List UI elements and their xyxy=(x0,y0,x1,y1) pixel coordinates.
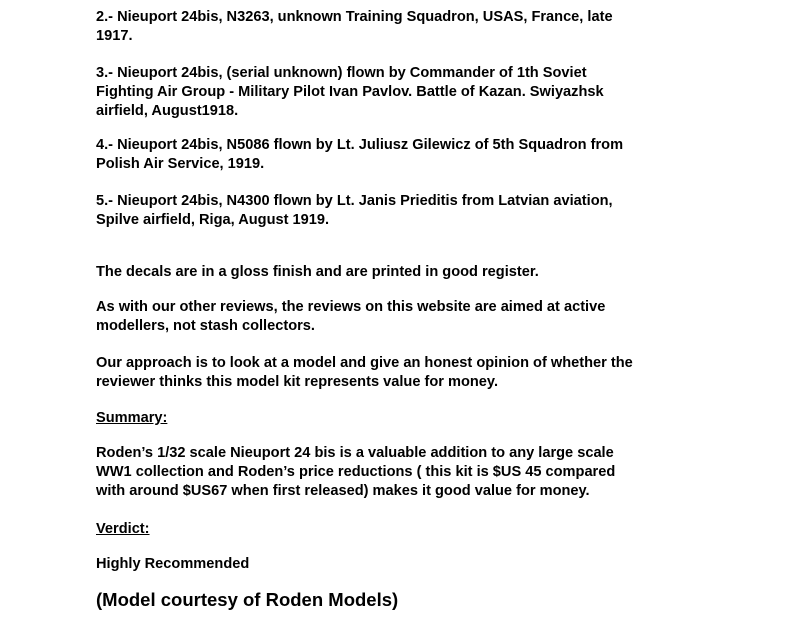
text-line: reviewer thinks this model kit represents value for money. xyxy=(96,374,499,390)
text-line: Polish Air Service, 1919. xyxy=(96,156,265,172)
text-line: Our approach is to look at a model and give an honest opinion of whether the xyxy=(96,355,633,371)
scheme-item-2 xyxy=(96,8,613,46)
verdict-heading: Verdict: xyxy=(96,521,150,537)
text-line: As with our other reviews, the reviews on this website are aimed at active xyxy=(96,299,606,315)
text-line: 5.- Nieuport 24bis, N4300 flown by Lt. Janis Prieditis from Latvian aviation, xyxy=(96,193,613,209)
approach-paragraph xyxy=(96,354,633,392)
credit-line: (Model courtesy of Roden Models) xyxy=(96,589,399,610)
text-line: 1917. xyxy=(96,28,133,44)
text-line: WW1 collection and Roden’s price reductions ( this kit is $US 45 compared xyxy=(96,464,616,480)
verdict-text: Highly Recommended xyxy=(96,556,250,572)
text-line: The decals are in a gloss finish and are printed in good register. xyxy=(96,264,539,280)
text-line: modellers, not stash collectors. xyxy=(96,318,315,334)
text-line: 2.- Nieuport 24bis, N3263, unknown Training Squadron, USAS, France, late xyxy=(96,9,613,25)
text-line: 4.- Nieuport 24bis, N5086 flown by Lt. Juliusz Gilewicz of 5th Squadron from xyxy=(96,137,624,153)
text-line: with around $US67 when first released) makes it good value for money. xyxy=(96,483,590,499)
text-line: 3.- Nieuport 24bis, (serial unknown) flown by Commander of 1th Soviet xyxy=(96,65,587,81)
summary-heading: Summary: xyxy=(96,410,168,426)
text-line: Fighting Air Group - Military Pilot Ivan Pavlov. Battle of Kazan. Swiyazhsk xyxy=(96,84,604,100)
text-line: Roden’s 1/32 scale Nieuport 24 bis is a valuable addition to any large scale xyxy=(96,445,614,461)
scheme-item-3 xyxy=(96,64,604,121)
text-line: Spilve airfield, Riga, August 1919. xyxy=(96,212,330,228)
summary-paragraph xyxy=(96,444,615,501)
reviews-paragraph xyxy=(96,298,605,336)
decals-paragraph xyxy=(96,263,539,282)
scheme-item-4 xyxy=(96,136,623,174)
text-line: airfield, August1918. xyxy=(96,103,239,119)
scheme-item-5 xyxy=(96,192,613,230)
